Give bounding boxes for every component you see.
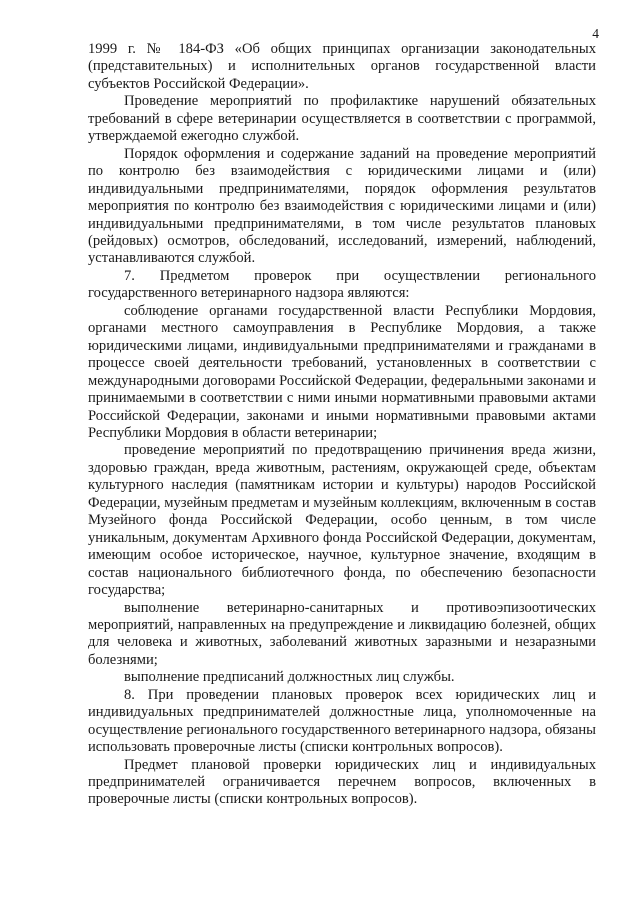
paragraph-item-7: 7. Предметом проверок при осуществлении регионального государственного ветеринарного надзора являются: [88,267,596,302]
document-body [88,41,596,809]
paragraph-prevention-program: Проведение мероприятий по профилактике нарушений обязательных требований в сфере ветеринарии осуществляется в соответствии с программой, утверждаемой ежегодно службой. [88,93,596,145]
paragraph-veterinary-measures: выполнение ветеринарно-санитарных и противоэпизоотических мероприятий, направленных на предупреждение и ликвидацию болезней, общих для человека и животных, заболеваний животных заразными и незаразными болезнями; [88,599,596,668]
page-number: 4 [592,26,599,41]
paragraph-inspection-scope: Предмет плановой проверки юридических лиц и индивидуальных предпринимателей ограничивается перечнем вопросов, включенных в проверочные листы (списки контрольных вопросов). [88,756,596,808]
paragraph-item-8: 8. При проведении плановых проверок всех юридических лиц и индивидуальных предпринимателей должностные лица, уполномоченные на осуществление регионального государственного ветеринарного надзора, обязаны использовать проверочные листы (списки контрольных вопросов). [88,686,596,756]
paragraph-law-reference: 1999 г. № 184-ФЗ «Об общих принципах организации законодательных (представительных) и исполнительных органов государственной власти субъектов Российской Федерации». [88,41,596,92]
paragraph-control-procedure: Порядок оформления и содержание заданий на проведение мероприятий по контролю без взаимодействия с юридическими лицами и (или) индивидуальными предпринимателями, порядок оформления результатов мероприятия по контролю без взаимодействия с юридическими лицами и (или) индивидуальными предпринимателями, в том числе результатов плановых (рейдовых) осмотров, обследований, исследований, измерений, наблюдений, устанавливаются службой. [88,145,596,267]
paragraph-compliance: соблюдение органами государственной власти Республики Мордовия, органами местного самоуправления в Республике Мордовия, а также юридическими лицами, индивидуальными предпринимателями и гражданами в процессе своей деятельности требований, установленных в соответствии с международными договорами Российской Федерации, федеральными законами и принимаемыми в соответствии с ними иными нормативными правовыми актами Российской Федерации, законами и иными нормативными правовыми актами Республики Мордовия в области ветеринарии; [88,302,596,441]
paragraph-orders-execution: выполнение предписаний должностных лиц службы. [124,669,455,686]
paragraph-harm-prevention: проведение мероприятий по предотвращению причинения вреда жизни, здоровью граждан, вреда животным, растениям, окружающей среде, объектам культурного наследия (памятникам истории и культуры) народов Российской Федерации, музейным предметам и музейным коллекциям, включенным в состав Музейного фонда Российской Федерации, особо ценным, в том числе уникальным, документам Архивного фонда Российской Федерации, документам, имеющим особое историческое, научное, культурное значение, входящим в состав национального библиотечного фонда, по обеспечению безопасности государства; [88,442,596,599]
